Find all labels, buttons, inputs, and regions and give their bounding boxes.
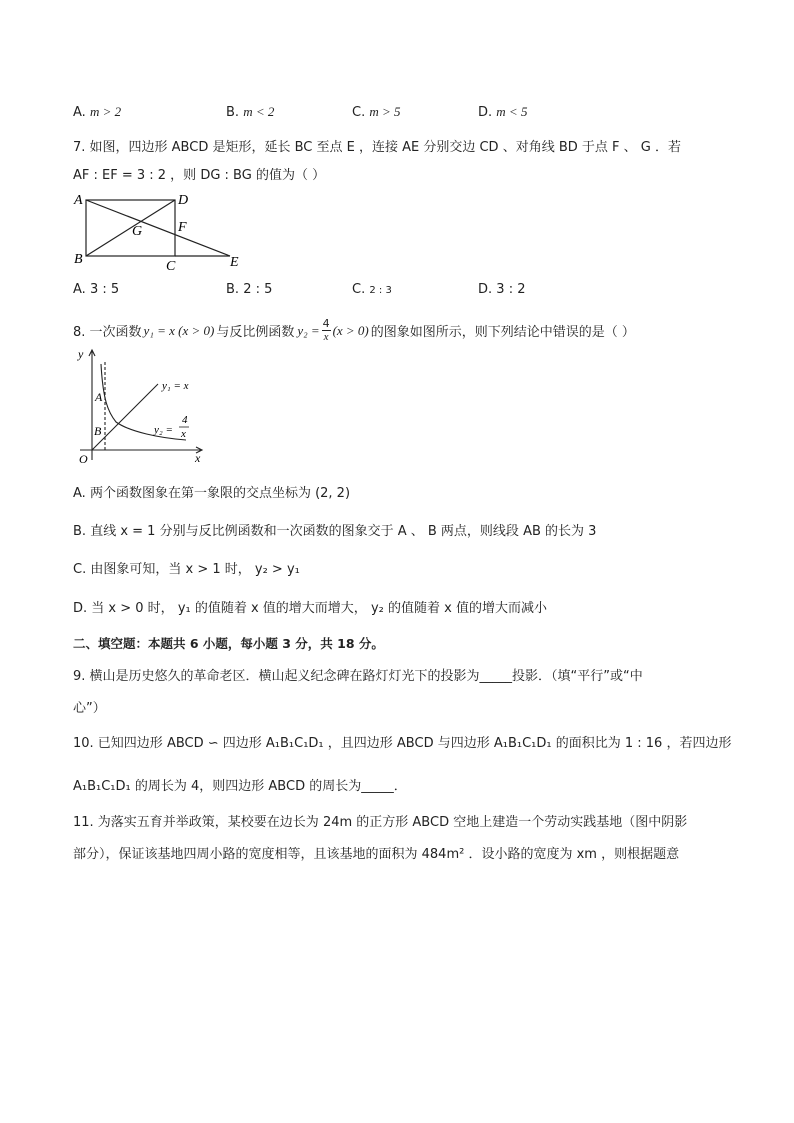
- q6-option-b: B. m < 2: [226, 104, 275, 120]
- q8-option-c: C. 由图象可知，当 x > 1 时， y₂ > y₁: [73, 562, 300, 577]
- q8-fraction: $\frac{4}{x}$: [322, 317, 330, 343]
- label-y2-den: x: [181, 428, 186, 440]
- label-y1: y₁ = x: [162, 380, 189, 392]
- q8-figure: [70, 340, 210, 468]
- label-b: B: [74, 252, 83, 267]
- segment-ae: [86, 200, 230, 256]
- q7-option-b: B. 2 : 5: [226, 282, 273, 297]
- q6-option-a: A. m > 2: [73, 104, 122, 120]
- q8-stem: 8. 一次函数 y₁ = x (x > 0) 与反比例函数 y₂ = $\frac{4}{x}$ (x > 0) 的图象如图所示，则下列结论中错误的是（ ）: [73, 317, 635, 343]
- q8-option-b: B. 直线 x = 1 分别与反比例函数和一次函数的图象交于 A 、 B 两点，则线段 AB 的长为 3: [73, 524, 597, 539]
- q7-stem-line2: AF : EF = 3 : 2 ，则 DG : BG 的值为（ ）: [73, 168, 326, 183]
- q7-option-c: C. 2 : 3: [352, 282, 392, 297]
- label-b: B: [94, 424, 102, 438]
- q7-stem-line1: 7. 如图，四边形 ABCD 是矩形，延长 BC 至点 E ，连接 AE 分别交边 CD 、对角线 BD 于点 F 、 G ．若: [73, 140, 681, 155]
- diagonal-bd: [86, 200, 175, 256]
- q9-stem-line2: 心”）: [73, 701, 106, 716]
- section-heading: 二、填空题：本题共 6 小题，每小题 3 分，共 18 分。: [73, 636, 384, 651]
- label-a: A: [95, 390, 103, 404]
- label-o: O: [79, 452, 88, 466]
- label-x: x: [195, 451, 201, 465]
- label-d: D: [178, 193, 189, 208]
- label-g: G: [132, 224, 143, 239]
- label-c: C: [166, 259, 176, 274]
- label-a: A: [74, 193, 83, 208]
- q8-option-a: A. 两个函数图象在第一象限的交点坐标为 (2, 2): [73, 486, 351, 501]
- q7-option-a: A. 3 : 5: [73, 282, 120, 297]
- q11-stem-line1: 11. 为落实五育并举政策，某校要在边长为 24m 的正方形 ABCD 空地上建造一个劳动实践基地（图中阴影: [73, 815, 688, 830]
- q6-option-c: C. m > 5: [352, 104, 401, 120]
- label-f: F: [178, 220, 187, 235]
- label-y2-num: 4: [182, 414, 188, 426]
- label-e: E: [230, 255, 239, 270]
- label-y: y: [78, 347, 84, 361]
- q9-stem-line1: 9. 横山是历史悠久的革命老区．横山起义纪念碑在路灯灯光下的投影为_____投影．（填“平行”或“中: [73, 669, 643, 684]
- q7-figure: [70, 188, 250, 274]
- q10-stem-line2: A₁B₁C₁D₁ 的周长为 4，则四边形 ABCD 的周长为_____．: [73, 779, 407, 794]
- q6-option-d: D. m < 5: [478, 104, 528, 120]
- label-y2-lhs: y₂ =: [154, 424, 173, 436]
- q7-option-d: D. 3 : 2: [478, 282, 526, 297]
- q10-stem-line1: 10. 已知四边形 ABCD ∽ 四边形 A₁B₁C₁D₁ ，且四边形 ABCD 与四边形 A₁B₁C₁D₁ 的面积比为 1 : 16 ，若四边形: [73, 736, 732, 751]
- q11-stem-line2: 部分），保证该基地四周小路的宽度相等，且该基地的面积为 484m² ．设小路的宽度为 xm ，则根据题意: [73, 847, 680, 862]
- q8-option-d: D. 当 x > 0 时， y₁ 的值随着 x 值的增大而增大， y₂ 的值随着 x 值的增大而减小: [73, 601, 547, 616]
